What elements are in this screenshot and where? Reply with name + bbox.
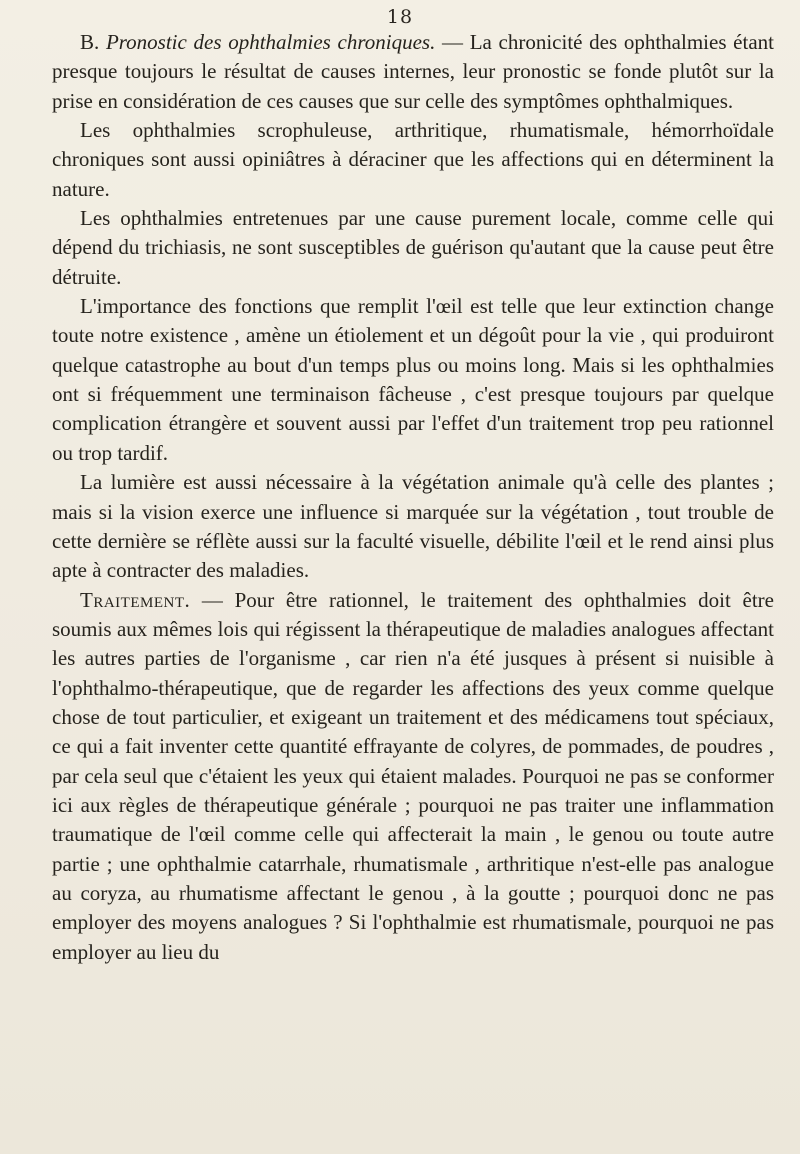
body-text — [52, 28, 774, 967]
paragraph-lumiere — [52, 468, 774, 585]
paragraph-cause-locale — [52, 204, 774, 292]
section-label: Traitement. — [80, 587, 191, 612]
paragraph-pronostic — [52, 28, 774, 116]
section-number: B. — [80, 30, 100, 54]
section-title: Pronostic des ophthalmies chroniques. — [105, 30, 436, 54]
paragraph-text: L'importance des fonctions que remplit l'œil est telle que leur extinction change toute notre existence , amène un étiolement et un dégoût pour la vie , qui produiront quelque catastrophe au bout d'un temps plus ou moins long. Mais si les ophthalmies ont si fréquemment une terminaison fâcheuse , c'est presque toujours par quelque complication étrangère et souvent aussi par l'effet d'un traitement trop peu rationnel ou trop tardif. — [52, 294, 774, 465]
paragraph-importance — [52, 292, 774, 468]
paragraph-text: — La chronicité des ophthalmies étant presque toujours le résultat de causes internes, leur pronostic se fonde plutôt sur la prise en considération de ces causes que sur celle des symptômes ophthalmiques. — [52, 30, 774, 113]
paragraph-opiniatres — [52, 116, 774, 204]
paragraph-text: — Pour être rationnel, le traitement des ophthalmies doit être soumis aux mêmes lois qui régissent la thérapeutique de maladies analogues affectant les autres parties de l'organisme , car rien n'a été jusques à présent si nuisible à l'ophthalmo-thérapeutique, que de regarder les affections des yeux comme quelque chose de tout particulier, et exigeant un traitement et des médicamens tout spéciaux, ce qui a fait inventer cette quantité effrayante de colyres, de pommades, de poudres , par cela seul que c'étaient les yeux qui étaient malades. Pourquoi ne pas se conformer ici aux règles de thérapeutique générale ; pourquoi ne pas traiter une inflammation traumatique de l'œil comme celle qui affecterait la main , le genou ou toute autre partie ; une ophthalmie catarrhale, rhumatismale , arthritique n'est-elle pas analogue au coryza, au rhumatisme affectant le genou , à la goutte ; pourquoi donc ne pas employer des moyens analogues ? Si l'ophthalmie est rhumatismale, pourquoi ne pas employer au lieu du — [52, 587, 774, 964]
page-number: 18 — [386, 6, 414, 28]
paragraph-text: La lumière est aussi nécessaire à la végétation animale qu'à celle des plantes ; mais si la vision exerce une influence si marquée sur la végétation , tout trouble de cette dernière se réflète aussi sur la faculté visuelle, débilite l'œil et le rend ainsi plus apte à contracter des maladies. — [52, 470, 774, 583]
paragraph-text: Les ophthalmies scrophuleuse, arthritique, rhumatismale, hémorrhoïdale chroniques sont aussi opiniâtres à déraciner que les affections qui en déterminent la nature. — [52, 118, 774, 201]
paragraph-text: Les ophthalmies entretenues par une cause purement locale, comme celle qui dépend du trichiasis, ne sont susceptibles de guérison qu'autant que la cause peut être détruite. — [52, 206, 774, 289]
paragraph-traitement — [52, 586, 774, 967]
